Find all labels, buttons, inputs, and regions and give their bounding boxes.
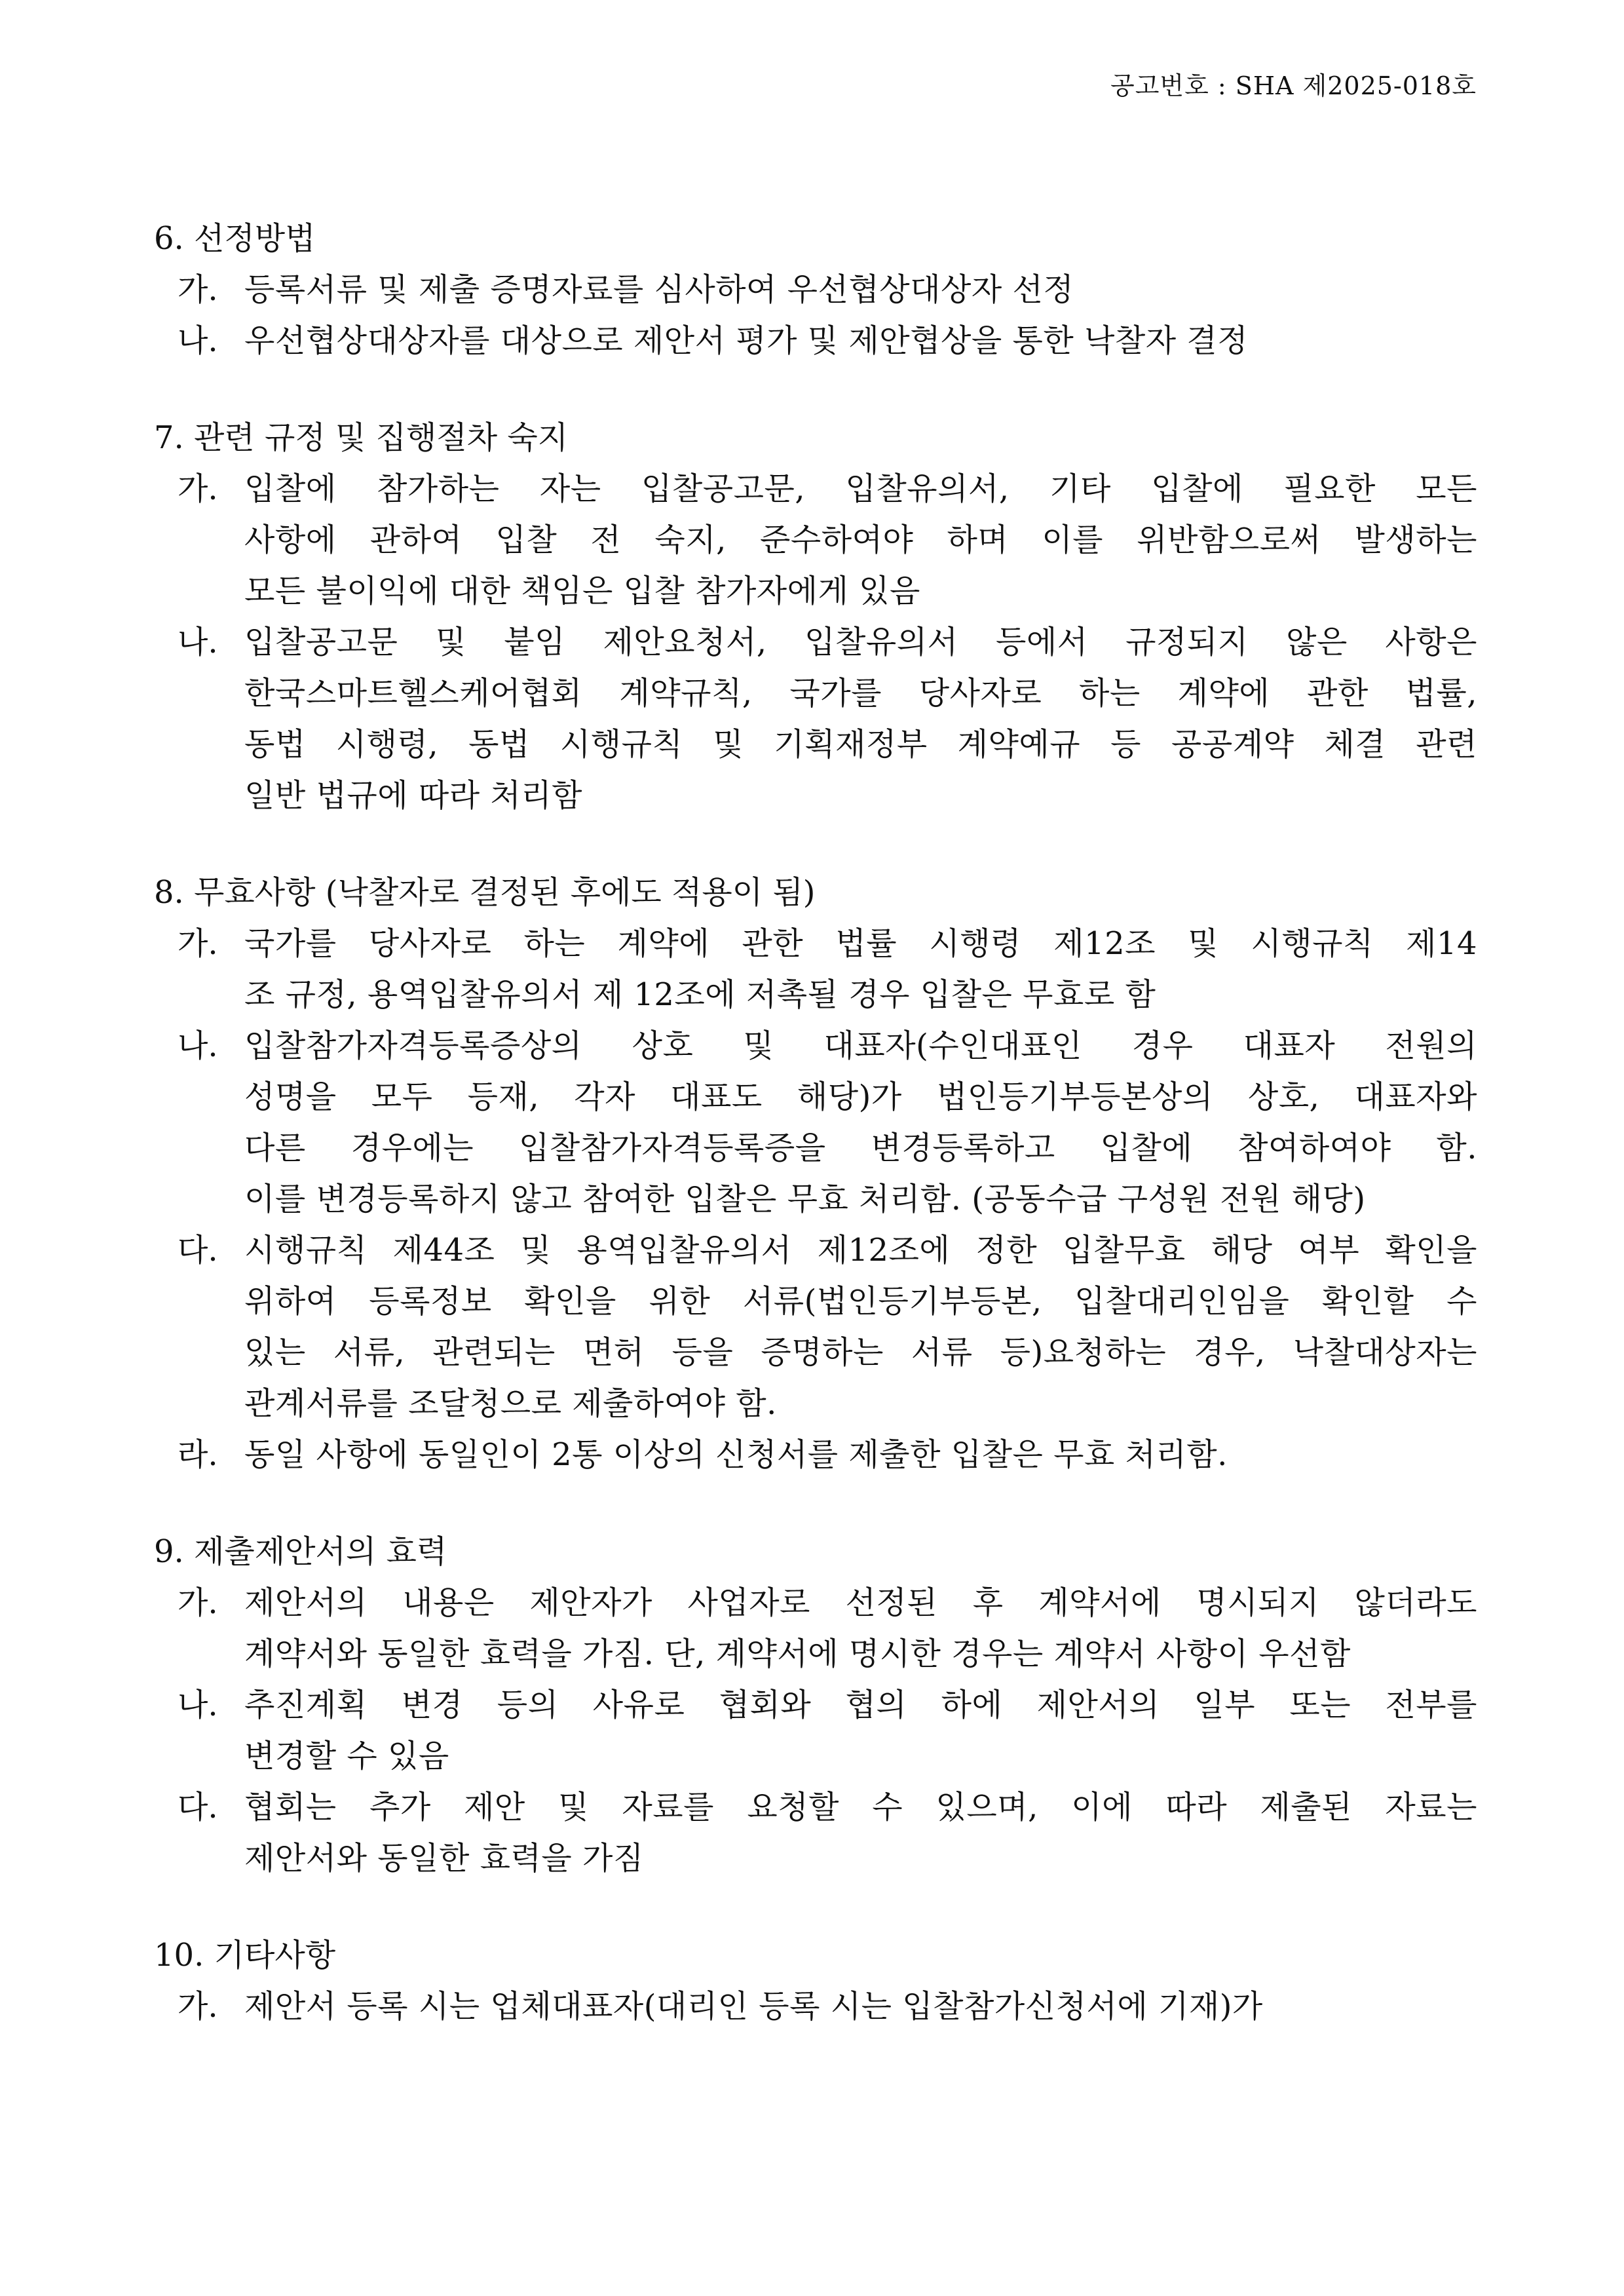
text-line: 성명을 모두 등재, 각자 대표도 해당)가 법인등기부등본상의 상호, 대표자와: [244, 1079, 1477, 1115]
item-text: [244, 1020, 1477, 1225]
item-marker: 가.: [178, 271, 218, 308]
text-line: 조 규정, 용역입찰유의서 제 12조에 저촉될 경우 입찰은 무효로 함: [244, 976, 1156, 1013]
notice-number: 공고번호 : SHA 제2025-018호: [1110, 71, 1477, 100]
section: [154, 1930, 1477, 2032]
item-text: [244, 1981, 1477, 2032]
section: [154, 1526, 1477, 1884]
section-title: 8. 무효사항 (낙찰자로 결정된 후에도 적용이 됨): [154, 874, 816, 911]
text-line: 우선협상대상자를 대상으로 제안서 평가 및 제안협상을 통한 낙찰자 결정: [244, 322, 1249, 359]
section-title: 6. 선정방법: [154, 220, 316, 257]
section: [154, 412, 1477, 821]
list-item: [154, 1782, 1477, 1884]
list-item: [154, 1429, 1477, 1480]
item-marker: 가.: [178, 1584, 218, 1621]
text-line: 등록서류 및 제출 증명자료를 심사하여 우선협상대상자 선정: [244, 271, 1074, 308]
section-title: 9. 제출제안서의 효력: [154, 1533, 447, 1570]
item-marker: 가.: [178, 925, 218, 962]
text-line: 입찰공고문 및 붙임 제안요청서, 입찰유의서 등에서 규정되지 않은 사항은: [244, 624, 1477, 660]
text-line: 제안서와 동일한 효력을 가짐: [244, 1840, 644, 1877]
item-text: [244, 1225, 1477, 1429]
text-line: 동일 사항에 동일인이 2통 이상의 신청서를 제출한 입찰은 무효 처리함.: [244, 1436, 1228, 1473]
item-text: [244, 1429, 1477, 1480]
text-line: 입찰에 참가하는 자는 입찰공고문, 입찰유의서, 기타 입찰에 필요한 모든: [244, 470, 1477, 507]
list-item: [154, 1679, 1477, 1782]
item-text: [244, 463, 1477, 617]
list-item: [154, 1577, 1477, 1679]
list-item: [154, 463, 1477, 617]
text-line: 다른 경우에는 입찰참가자격등록증을 변경등록하고 입찰에 참여하여야 함.: [244, 1130, 1477, 1166]
item-marker: 가.: [178, 1988, 218, 2025]
item-text: [244, 1782, 1477, 1884]
text-line: 동법 시행령, 동법 시행규칙 및 기획재정부 계약예규 등 공공계약 체결 관련: [244, 726, 1477, 763]
list-item: [154, 617, 1477, 821]
document-body: [154, 213, 1477, 2078]
item-text: [244, 617, 1477, 821]
list-item: [154, 1225, 1477, 1429]
text-line: 이를 변경등록하지 않고 참여한 입찰은 무효 처리함. (공동수급 구성원 전원 해당): [244, 1181, 1366, 1217]
section: [154, 867, 1477, 1480]
text-line: 있는 서류, 관련되는 면허 등을 증명하는 서류 등)요청하는 경우, 낙찰대상자는: [244, 1334, 1477, 1371]
text-line: 제안서의 내용은 제안자가 사업자로 선정된 후 계약서에 명시되지 않더라도: [244, 1584, 1477, 1621]
text-line: 협회는 추가 제안 및 자료를 요청할 수 있으며, 이에 따라 제출된 자료는: [244, 1789, 1477, 1826]
item-marker: 다.: [178, 1789, 218, 1826]
item-marker: 나.: [178, 1027, 218, 1064]
section-title: 7. 관련 규정 및 집행절차 숙지: [154, 419, 569, 456]
text-line: 국가를 당사자로 하는 계약에 관한 법률 시행령 제12조 및 시행규칙 제14: [244, 925, 1477, 962]
item-marker: 나.: [178, 322, 218, 359]
text-line: 추진계획 변경 등의 사유로 협회와 협의 하에 제안서의 일부 또는 전부를: [244, 1687, 1477, 1723]
item-marker: 라.: [178, 1436, 218, 1473]
text-line: 변경할 수 있음: [244, 1738, 449, 1774]
text-line: 관계서류를 조달청으로 제출하여야 함.: [244, 1385, 777, 1422]
item-marker: 다.: [178, 1232, 218, 1269]
text-line: 모든 불이익에 대한 책임은 입찰 참가자에게 있음: [244, 573, 920, 609]
list-item: [154, 1981, 1477, 2032]
item-text: [244, 918, 1477, 1020]
text-line: 계약서와 동일한 효력을 가짐. 단, 계약서에 명시한 경우는 계약서 사항이 우선함: [244, 1636, 1351, 1672]
item-text: [244, 1679, 1477, 1782]
text-line: 위하여 등록정보 확인을 위한 서류(법인등기부등본, 입찰대리인임을 확인할 수: [244, 1283, 1477, 1320]
list-item: [154, 1020, 1477, 1225]
text-line: 사항에 관하여 입찰 전 숙지, 준수하여야 하며 이를 위반함으로써 발생하는: [244, 522, 1477, 558]
list-item: [154, 315, 1477, 366]
text-line: 입찰참가자격등록증상의 상호 및 대표자(수인대표인 경우 대표자 전원의: [244, 1027, 1477, 1064]
text-line: 한국스마트헬스케어협회 계약규칙, 국가를 당사자로 하는 계약에 관한 법률,: [244, 675, 1477, 712]
item-text: [244, 1577, 1477, 1679]
section: [154, 213, 1477, 366]
list-item: [154, 264, 1477, 315]
text-line: 일반 법규에 따라 처리함: [244, 777, 582, 814]
item-text: [244, 315, 1477, 366]
item-marker: 나.: [178, 624, 218, 660]
list-item: [154, 918, 1477, 1020]
text-line: 시행규칙 제44조 및 용역입찰유의서 제12조에 정한 입찰무효 해당 여부 확인을: [244, 1232, 1477, 1269]
item-marker: 가.: [178, 470, 218, 507]
text-line: 제안서 등록 시는 업체대표자(대리인 등록 시는 입찰참가신청서에 기재)가: [244, 1988, 1263, 2025]
item-text: [244, 264, 1477, 315]
item-marker: 나.: [178, 1687, 218, 1723]
section-title: 10. 기타사항: [154, 1937, 336, 1974]
